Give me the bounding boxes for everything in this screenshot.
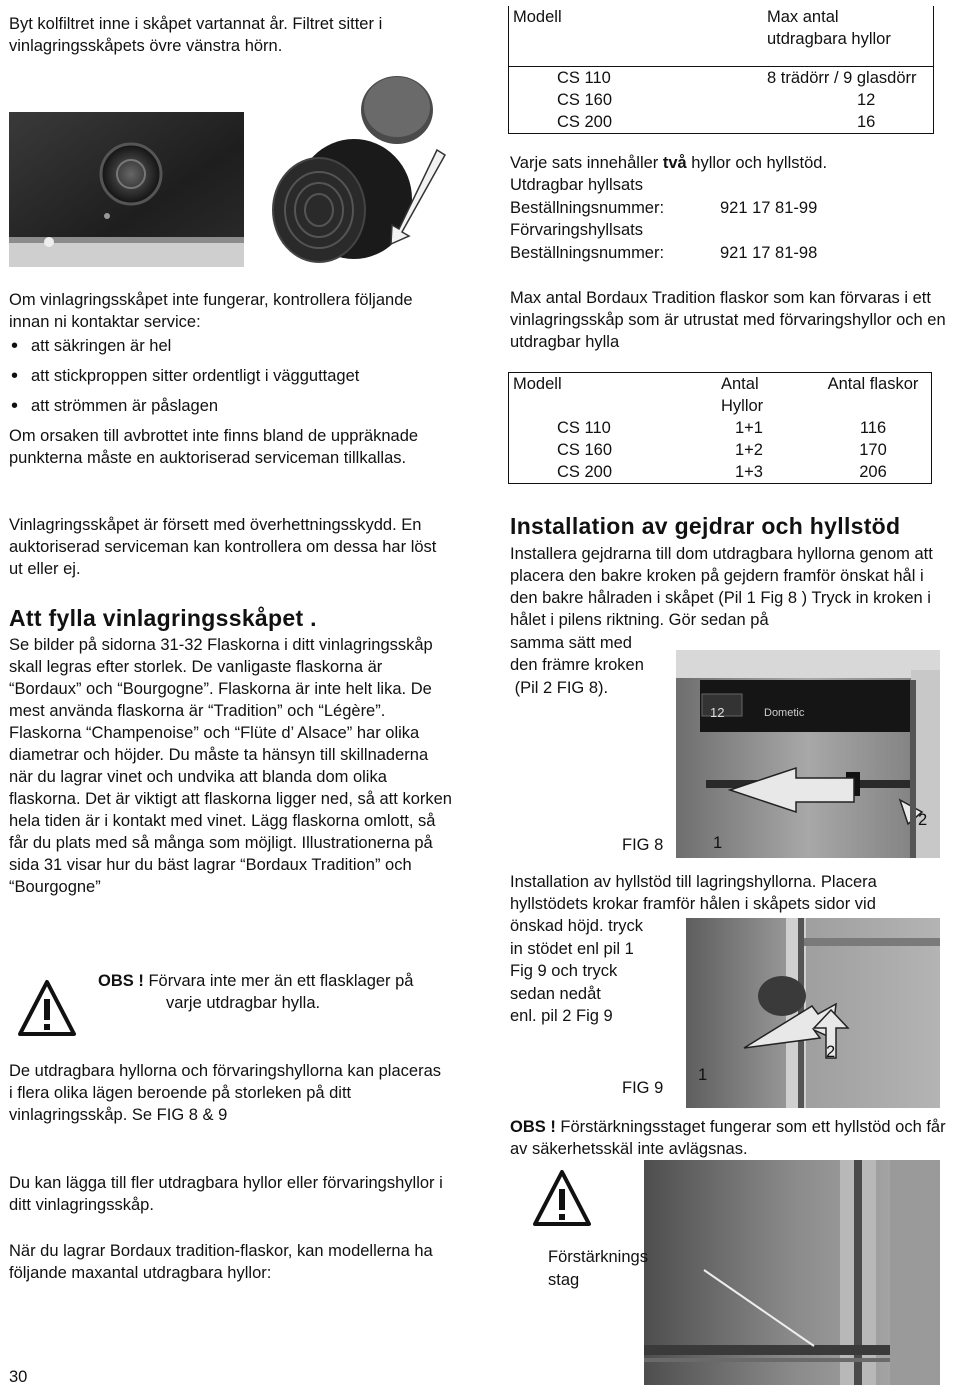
fig9-label: FIG 9 (622, 1079, 664, 1097)
table-row: CS 160 1+2 170 (557, 441, 887, 459)
pullout-kit-label: Utdragbar hyllsats (510, 176, 643, 194)
obs-warning (98, 970, 468, 992)
fig8-arrow-1-label: 1 (713, 834, 723, 852)
brace-label: stag (548, 1271, 580, 1289)
bottle-capacity-table (508, 372, 932, 484)
carbon-filter-photo (9, 62, 449, 267)
column-header-bottles: Antal flaskor (827, 375, 919, 393)
table-row: CS 110 1+1 116 (557, 419, 887, 437)
list-item: • att stickproppen sitter ordentligt i vägguttaget (9, 365, 449, 395)
table-row: CS 200 16 (557, 113, 876, 131)
warning-icon (17, 978, 77, 1038)
obs-label: OBS ! (98, 972, 144, 990)
obs-brace-note: OBS ! Förstärkningsstaget fungerar som ett hyllstöd och får av säkerhetsskäl inte avlägsnas. (510, 1118, 946, 1158)
table-header-row (509, 6, 934, 67)
column-header-max: Max antal utdragbara hyllor (767, 8, 891, 48)
obs-text: Förvara inte mer än ett flasklager på (148, 972, 414, 990)
shelves-note: De utdragbara hyllorna och förvaringshyllorna kan placeras i flera olika lägen beroende på storleken på ditt vinlagringsskåp. Se FIG 8 & 9 (9, 1062, 441, 1124)
brace-label: Förstärknings (548, 1248, 648, 1266)
max-bordaux-text: Max antal Bordaux Tradition flaskor som kan förvaras i ett vinlagringsskåp som är utrustat med förvaringshyllor och en utdragbar hylla (510, 289, 946, 351)
column-header-shelves: Antal Hyllor (721, 375, 764, 415)
support-line: Fig 9 och tryck (510, 962, 618, 980)
table-header-row (509, 373, 932, 418)
brace-photo (644, 1160, 940, 1385)
fig9-arrow-2-label: 2 (826, 1043, 836, 1061)
install-line: samma sätt med (510, 634, 632, 652)
fig8-photo (676, 650, 940, 858)
troubleshoot-intro: Om vinlagringsskåpet inte fungerar, kontrollera följande innan ni kontaktar service: (9, 291, 413, 331)
fill-text: Se bilder på sidorna 31-32 Flaskorna i ditt vinlagringsskåp skall legras efter storlek. De vanligaste flaskorna är “Bordaux” och “Bourgogne”. Flaskorna är inte helt lika. De mest använda flaskorna är “Tradition” och “Légère”. Flaskorna “Champenoise” och “Flüte d’ Alsace” har olika diametrar och höjder. Du måste ta hänsyn till skillnaderna när du lagrar vinet och undvika att blanda dom olika flaskorna. Det är viktigt att flaskorna ligger ned, så att korken hela tiden är i kontakt med vinet. Lägg flaskorna omlott, så får du plats med så många som möjligt. Illustrationerna på sida 31 visar hur du bäst lagrar “Bordaux Tradition” och “Bourgogne” (9, 636, 452, 896)
list-item: • att strömmen är påslagen (9, 395, 449, 425)
support-line: önskad höjd. tryck (510, 917, 643, 935)
service-note: Om orsaken till avbrottet inte finns bland de uppräknade punkterna måste en auktoriserad serviceman tillkallas. (9, 427, 419, 467)
fill-heading: Att fylla vinlagringsskåpet . (9, 605, 317, 631)
install-heading: Installation av gejdrar och hyllstöd (510, 513, 901, 539)
table-row: CS 160 12 (557, 91, 876, 109)
overheat-note: Vinlagringsskåpet är försett med överhettningsskydd. En auktoriserad serviceman kan kontrollera om dessa har löst ut eller ej. (9, 516, 437, 578)
support-line: enl. pil 2 Fig 9 (510, 1007, 613, 1025)
warning-icon (532, 1168, 592, 1228)
list-item: • att säkringen är hel (9, 335, 449, 365)
install-text: Installera gejdrarna till dom utdragbara hyllorna genom att placera den bakre kroken på gejdern framför önskat hål i den bakre hålraden i skåpet (Pil 1 Fig 8 ) Tryck in kroken i hålet i pilens riktning. Gör sedan på (510, 545, 933, 629)
intro-text: Byt kolfiltret inne i skåpet vartannat år. Filtret sitter i vinlagringsskåpets övre vänstra hörn. (9, 15, 383, 55)
max-shelves-table (508, 6, 934, 134)
storage-order-number: 921 17 81-98 (720, 244, 818, 262)
install-line: den främre kroken (510, 656, 644, 674)
table-row: CS 200 1+3 206 (557, 463, 887, 481)
kit-contents: Varje sats innehåller två hyllor och hyllstöd. (510, 154, 828, 172)
obs-text-2: varje utdragbar hylla. (166, 994, 321, 1012)
support-line: sedan nedåt (510, 985, 601, 1003)
fig9-photo (686, 918, 940, 1108)
troubleshoot-list (9, 335, 449, 425)
page-number: 30 (9, 1368, 28, 1386)
table-row: CS 110 8 trädörr / 9 glasdörr (509, 67, 934, 90)
fig8-arrow-2-label: 2 (918, 811, 928, 829)
order-number-label: Beställningsnummer: (510, 244, 665, 262)
display-readout: 12 (710, 705, 725, 720)
fig8-label: FIG 8 (622, 836, 664, 854)
fig9-arrow-1-label: 1 (698, 1066, 708, 1084)
max-shelves-note: När du lagrar Bordaux tradition-flaskor, kan modellerna ha följande maxantal utdragbara hyllor: (9, 1242, 433, 1282)
column-header-model: Modell (513, 8, 562, 26)
brand-logo-text: Dometic (764, 707, 805, 719)
column-header-model: Modell (513, 375, 562, 393)
support-line: in stödet enl pil 1 (510, 940, 634, 958)
install-line: (Pil 2 FIG 8). (510, 679, 609, 697)
pullout-order-number: 921 17 81-99 (720, 199, 818, 217)
storage-kit-label: Förvaringshyllsats (510, 221, 643, 239)
support-text: Installation av hyllstöd till lagringshyllorna. Placera hyllstödets krokar framför hålen i skåpets sidor vid (510, 873, 877, 913)
add-shelves-note: Du kan lägga till fler utdragbara hyllor eller förvaringshyllor i ditt vinlagringsskåp. (9, 1174, 443, 1214)
order-number-label: Beställningsnummer: (510, 199, 665, 217)
